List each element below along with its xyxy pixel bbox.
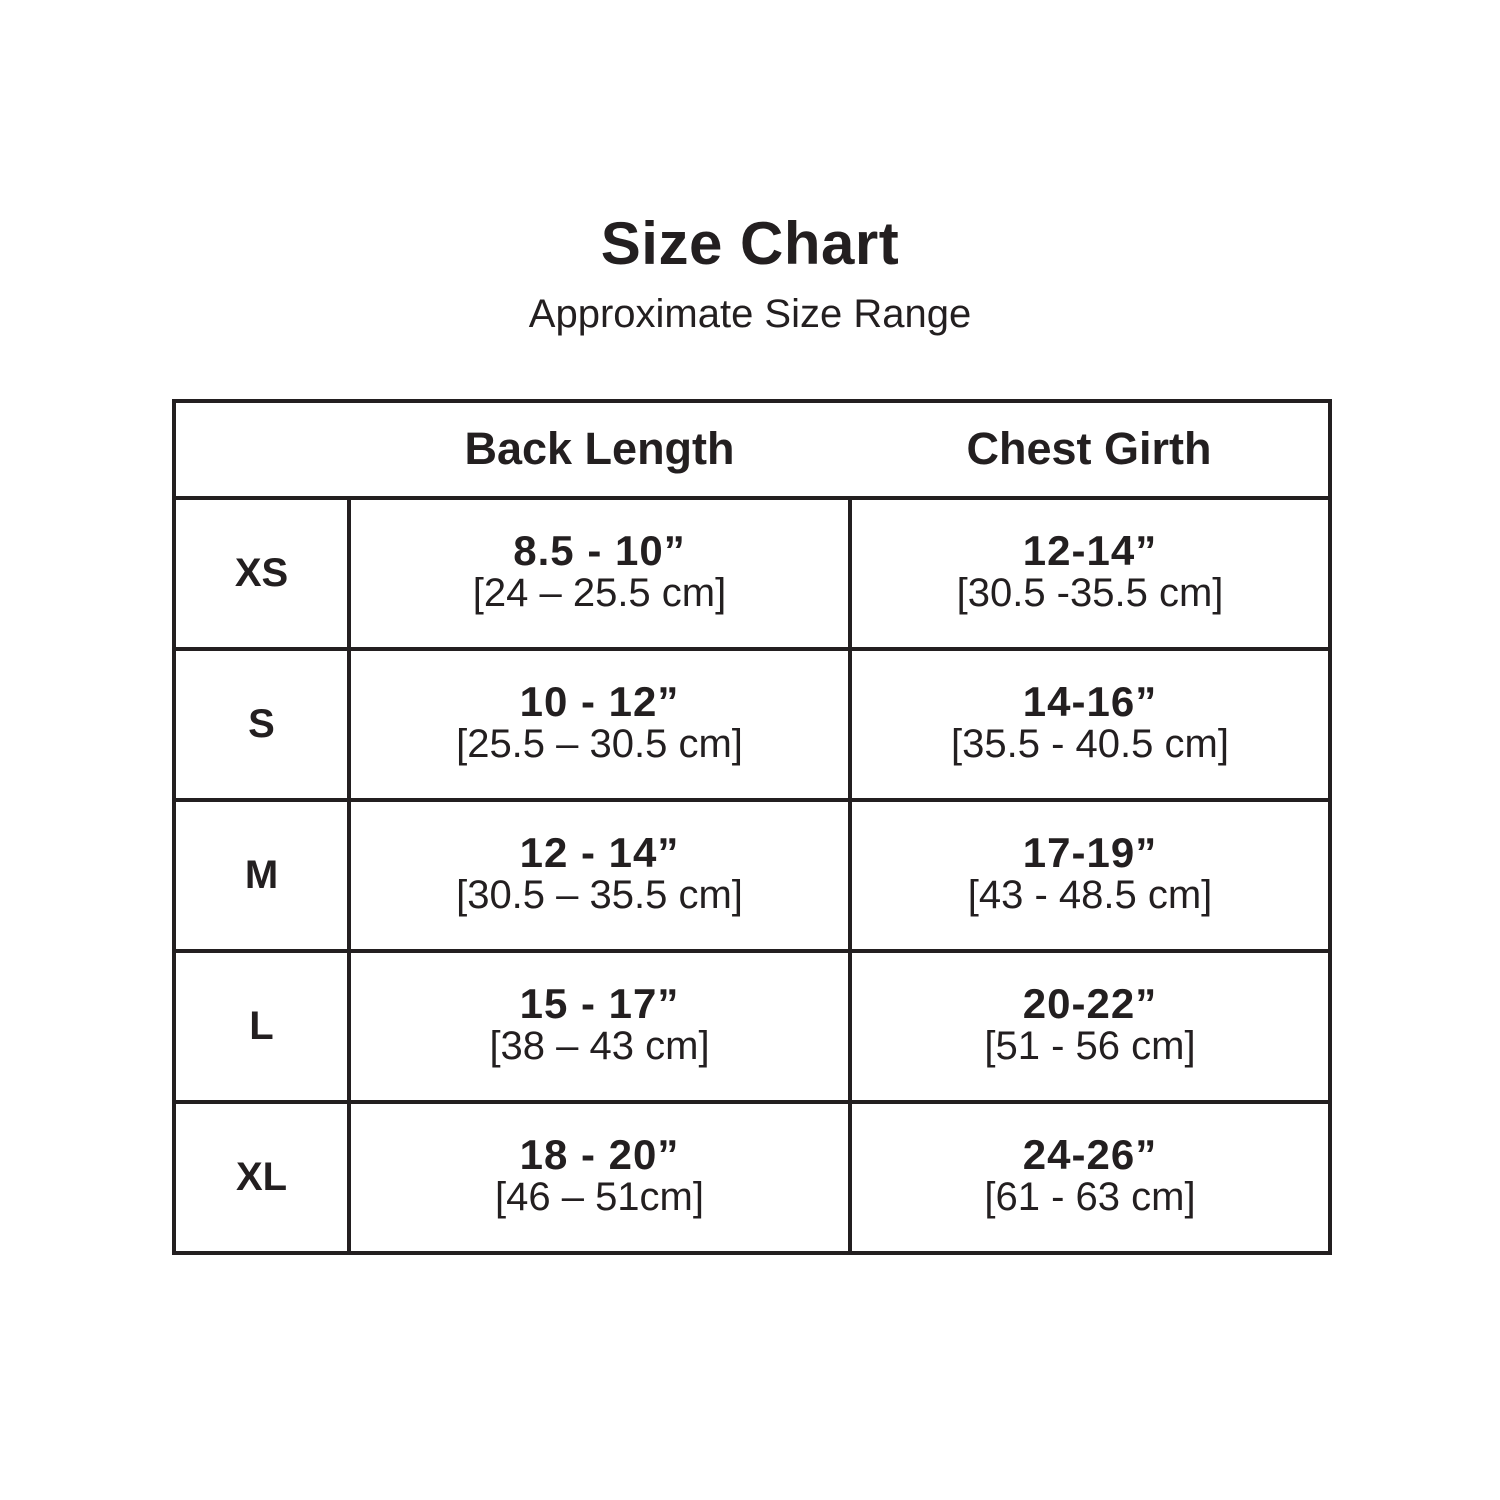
table-header-row (174, 401, 1330, 498)
chest-girth-cell (850, 951, 1330, 1102)
chest-girth-cm: [51 - 56 cm] (984, 1024, 1196, 1069)
chest-girth-cm: [61 - 63 cm] (984, 1175, 1196, 1220)
size-label: XL (174, 1102, 349, 1253)
chest-girth-cm: [35.5 - 40.5 cm] (951, 722, 1229, 767)
back-length-cell (349, 649, 850, 800)
back-length-cell (349, 498, 850, 649)
back-length-cell (349, 800, 850, 951)
column-header-back-length: Back Length (349, 401, 850, 498)
chest-girth-cell (850, 498, 1330, 649)
back-length-inches: 12 - 14” (519, 829, 680, 877)
chest-girth-cell (850, 1102, 1330, 1253)
size-label: XS (174, 498, 349, 649)
back-length-inches: 18 - 20” (519, 1131, 680, 1179)
chest-girth-cell (850, 649, 1330, 800)
back-length-cm: [38 – 43 cm] (489, 1024, 710, 1069)
back-length-cell (349, 951, 850, 1102)
chest-girth-inches: 20-22” (1022, 980, 1158, 1028)
back-length-inches: 10 - 12” (519, 678, 680, 726)
chest-girth-inches: 12-14” (1022, 527, 1158, 575)
chest-girth-cm: [30.5 -35.5 cm] (956, 571, 1224, 616)
chest-girth-inches: 24-26” (1022, 1131, 1158, 1179)
table-row (174, 951, 1330, 1102)
back-length-cm: [30.5 – 35.5 cm] (456, 873, 743, 918)
size-chart-table (172, 399, 1332, 1255)
table-row (174, 800, 1330, 951)
table-row (174, 1102, 1330, 1253)
back-length-cm: [24 – 25.5 cm] (472, 571, 727, 616)
back-length-cm: [25.5 – 30.5 cm] (456, 722, 743, 767)
back-length-inches: 15 - 17” (519, 980, 680, 1028)
size-label: L (174, 951, 349, 1102)
header-blank-cell (174, 401, 349, 498)
chest-girth-inches: 14-16” (1022, 678, 1158, 726)
back-length-cm: [46 – 51cm] (494, 1175, 704, 1220)
size-label: S (174, 649, 349, 800)
back-length-cell (349, 1102, 850, 1253)
table-row (174, 498, 1330, 649)
chest-girth-cell (850, 800, 1330, 951)
column-header-chest-girth: Chest Girth (850, 401, 1330, 498)
chest-girth-inches: 17-19” (1022, 829, 1158, 877)
page-title: Size Chart (600, 210, 900, 277)
table-row (174, 649, 1330, 800)
size-label: M (174, 800, 349, 951)
back-length-inches: 8.5 - 10” (513, 527, 686, 575)
page-subtitle: Approximate Size Range (528, 292, 972, 336)
chest-girth-cm: [43 - 48.5 cm] (967, 873, 1213, 918)
